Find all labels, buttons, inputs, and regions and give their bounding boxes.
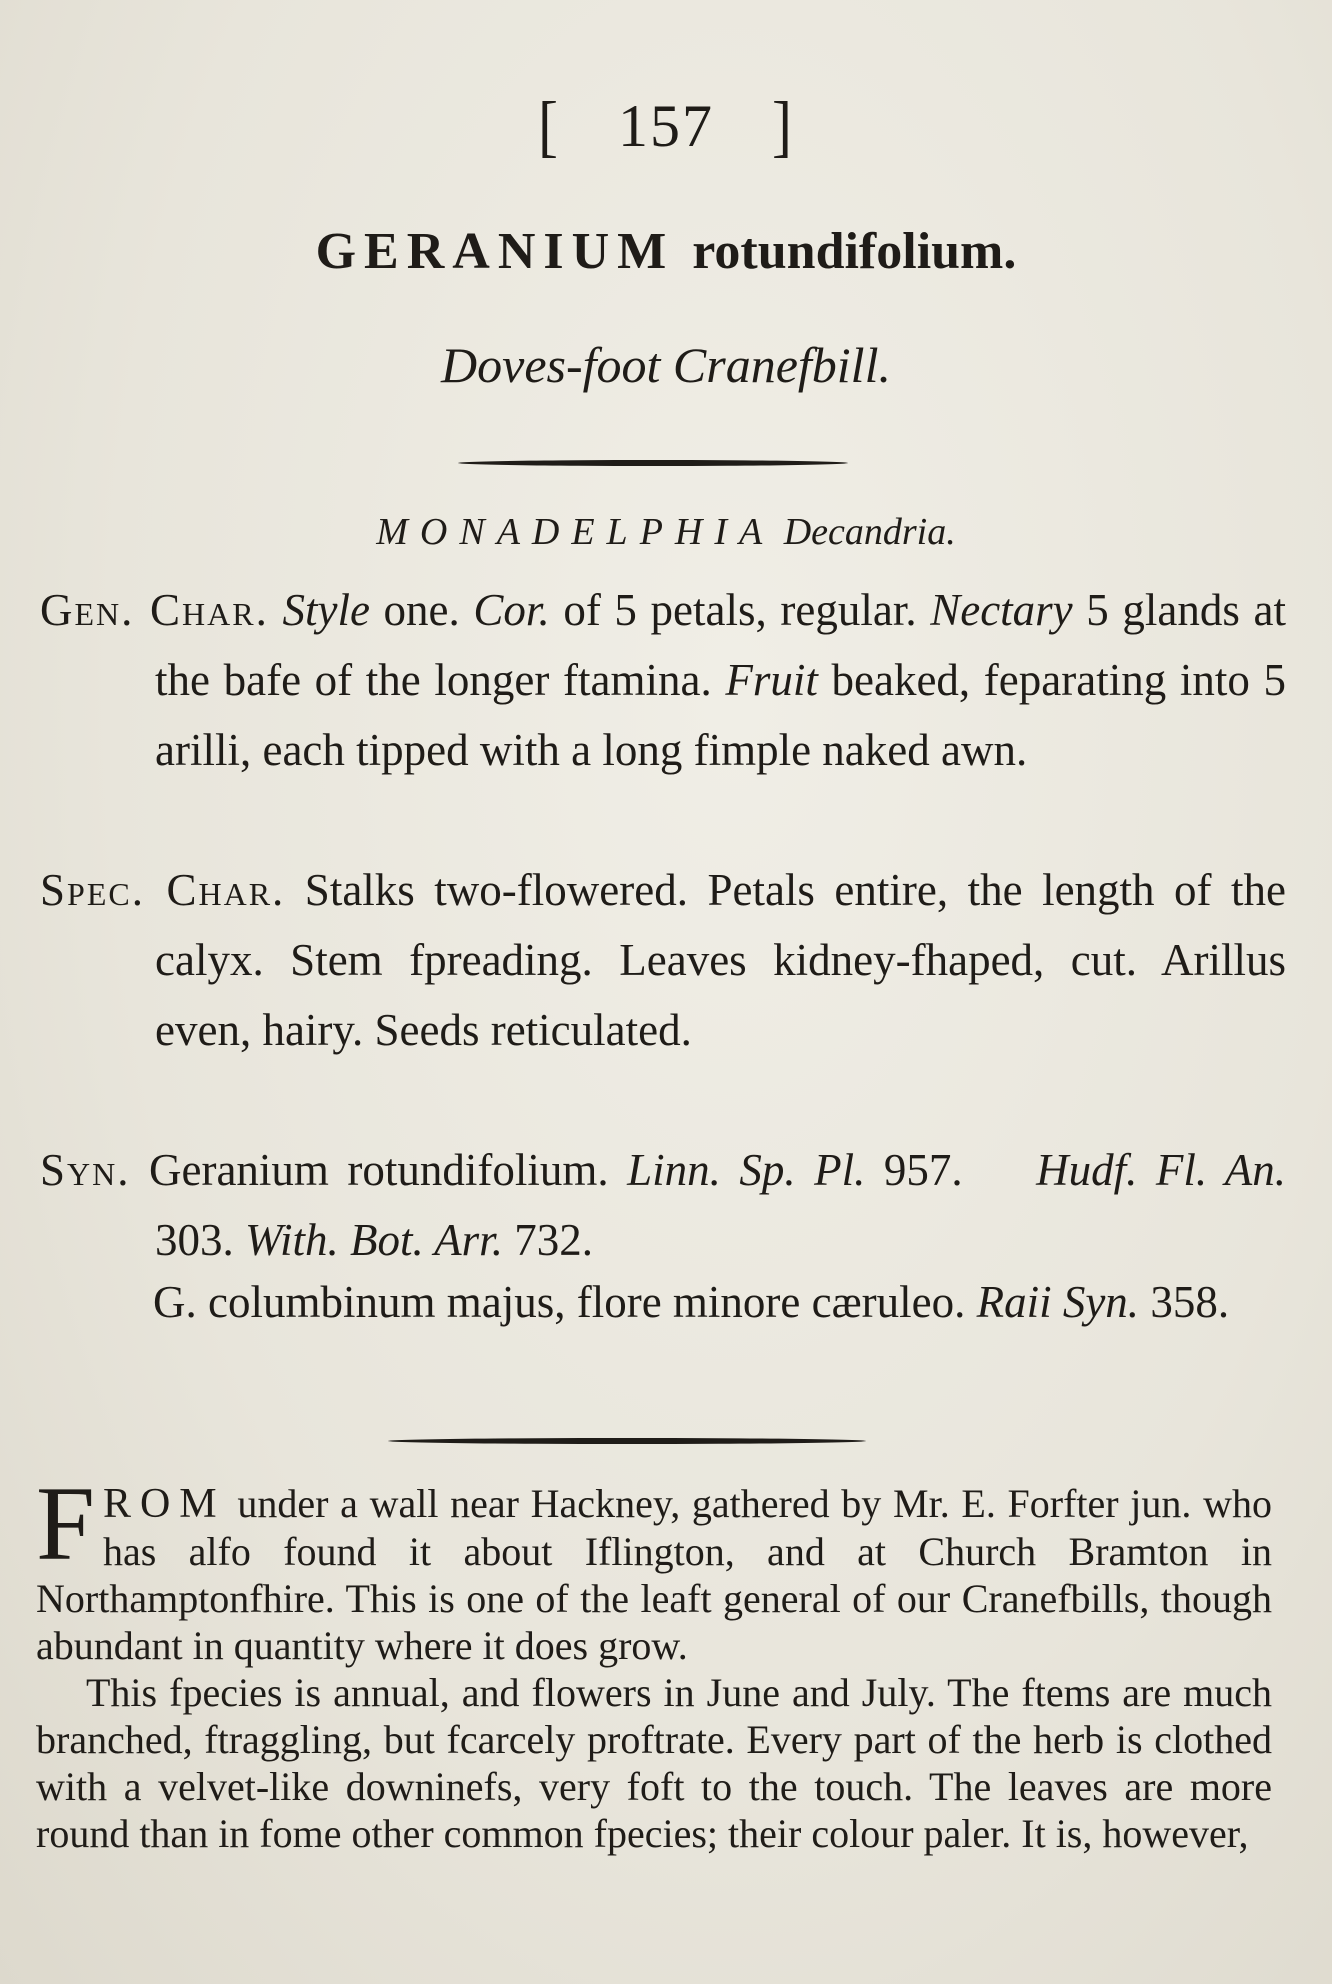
gen-char-part: Fruit [725,655,818,705]
syn-second-name: G. columbinum majus, flore minore cæruleo. [153,1277,966,1327]
syn-ref: With. Bot. Arr. [245,1215,503,1265]
syn-first-name: Geranium rotundifolium. [149,1145,609,1195]
paragraph-1-text: under a wall near Hackney, gathered by Mr. E. Forfter jun. who has alfo found it about Iflington, and at Church Bramton in Northamptonfhire. This is one of the leaft general of our Cranefbills, though abundant in quantity where it does grow. [36,1481,1272,1668]
drop-cap: F [36,1465,95,1582]
bracket-right: ] [772,87,794,164]
gen-char-label: Gen. Char. [40,585,269,635]
gen-char-part: Style [282,585,370,635]
gen-char-part: Nectary [930,585,1073,635]
synonyms-second [40,1267,1286,1337]
gen-char-part: 5 glands at the bafe of the longer ftamina. [155,585,1286,705]
common-name: Doves-foot Cranefbill. [441,337,891,393]
linnaean-classification [0,510,1332,554]
spec-char-label: Spec. Char. [40,865,286,915]
description-text [36,1465,1272,1857]
order-name: Decandria. [783,511,956,553]
genus-name: GERANIUM [315,223,675,280]
species-name: rotundifolium. [692,223,1017,280]
paragraph-2: This fpecies is annual, and flowers in June and July. The ftems are much branched, ftraggling, but fcarcely proftrate. Every part of the herb is clothed with a velvet-like downinefs, very foft to the touch. The leaves are more round than in fome other common fpecies; their colour paler. It is, however, [36,1670,1272,1856]
class-name: MONADELPHIA [376,511,775,553]
gen-char-part: one. [369,585,474,635]
syn-ref-num: 957. [865,1145,963,1195]
paragraph-1 [36,1465,1272,1669]
page-number-value: 157 [618,93,714,159]
syn-ref: Raii Syn. [976,1277,1140,1327]
syn-ref: Linn. Sp. Pl. [627,1145,866,1195]
gen-char-part: Cor. [473,585,550,635]
synonyms [40,1135,1286,1275]
gen-char-part: of 5 petals, regular. [549,585,931,635]
syn-label: Syn. [40,1145,131,1195]
specific-character [40,855,1286,1065]
page-title [0,222,1332,281]
page-number [0,87,1332,164]
ornamental-rule-bottom [388,1438,866,1444]
syn-ref-num: 303. [155,1215,245,1265]
syn-ref: Hudf. Fl. An. [1036,1145,1287,1195]
ornamental-rule-top [458,460,848,466]
gen-char-part: beaked, feparating into 5 arilli, each tipped with a long fimple naked awn. [155,655,1286,775]
bracket-left: [ [538,87,560,164]
syn-ref-num: 358. [1139,1277,1230,1327]
spec-char-text: Stalks two-flowered. Petals entire, the length of the calyx. Stem fpreading. Leaves kidney-fhaped, cut. Arillus even, hairy. Seeds reticulated. [155,865,1287,1055]
generic-character [40,575,1286,785]
syn-ref-num: 732. [502,1215,593,1265]
first-word-caps: ROM [102,1481,226,1527]
